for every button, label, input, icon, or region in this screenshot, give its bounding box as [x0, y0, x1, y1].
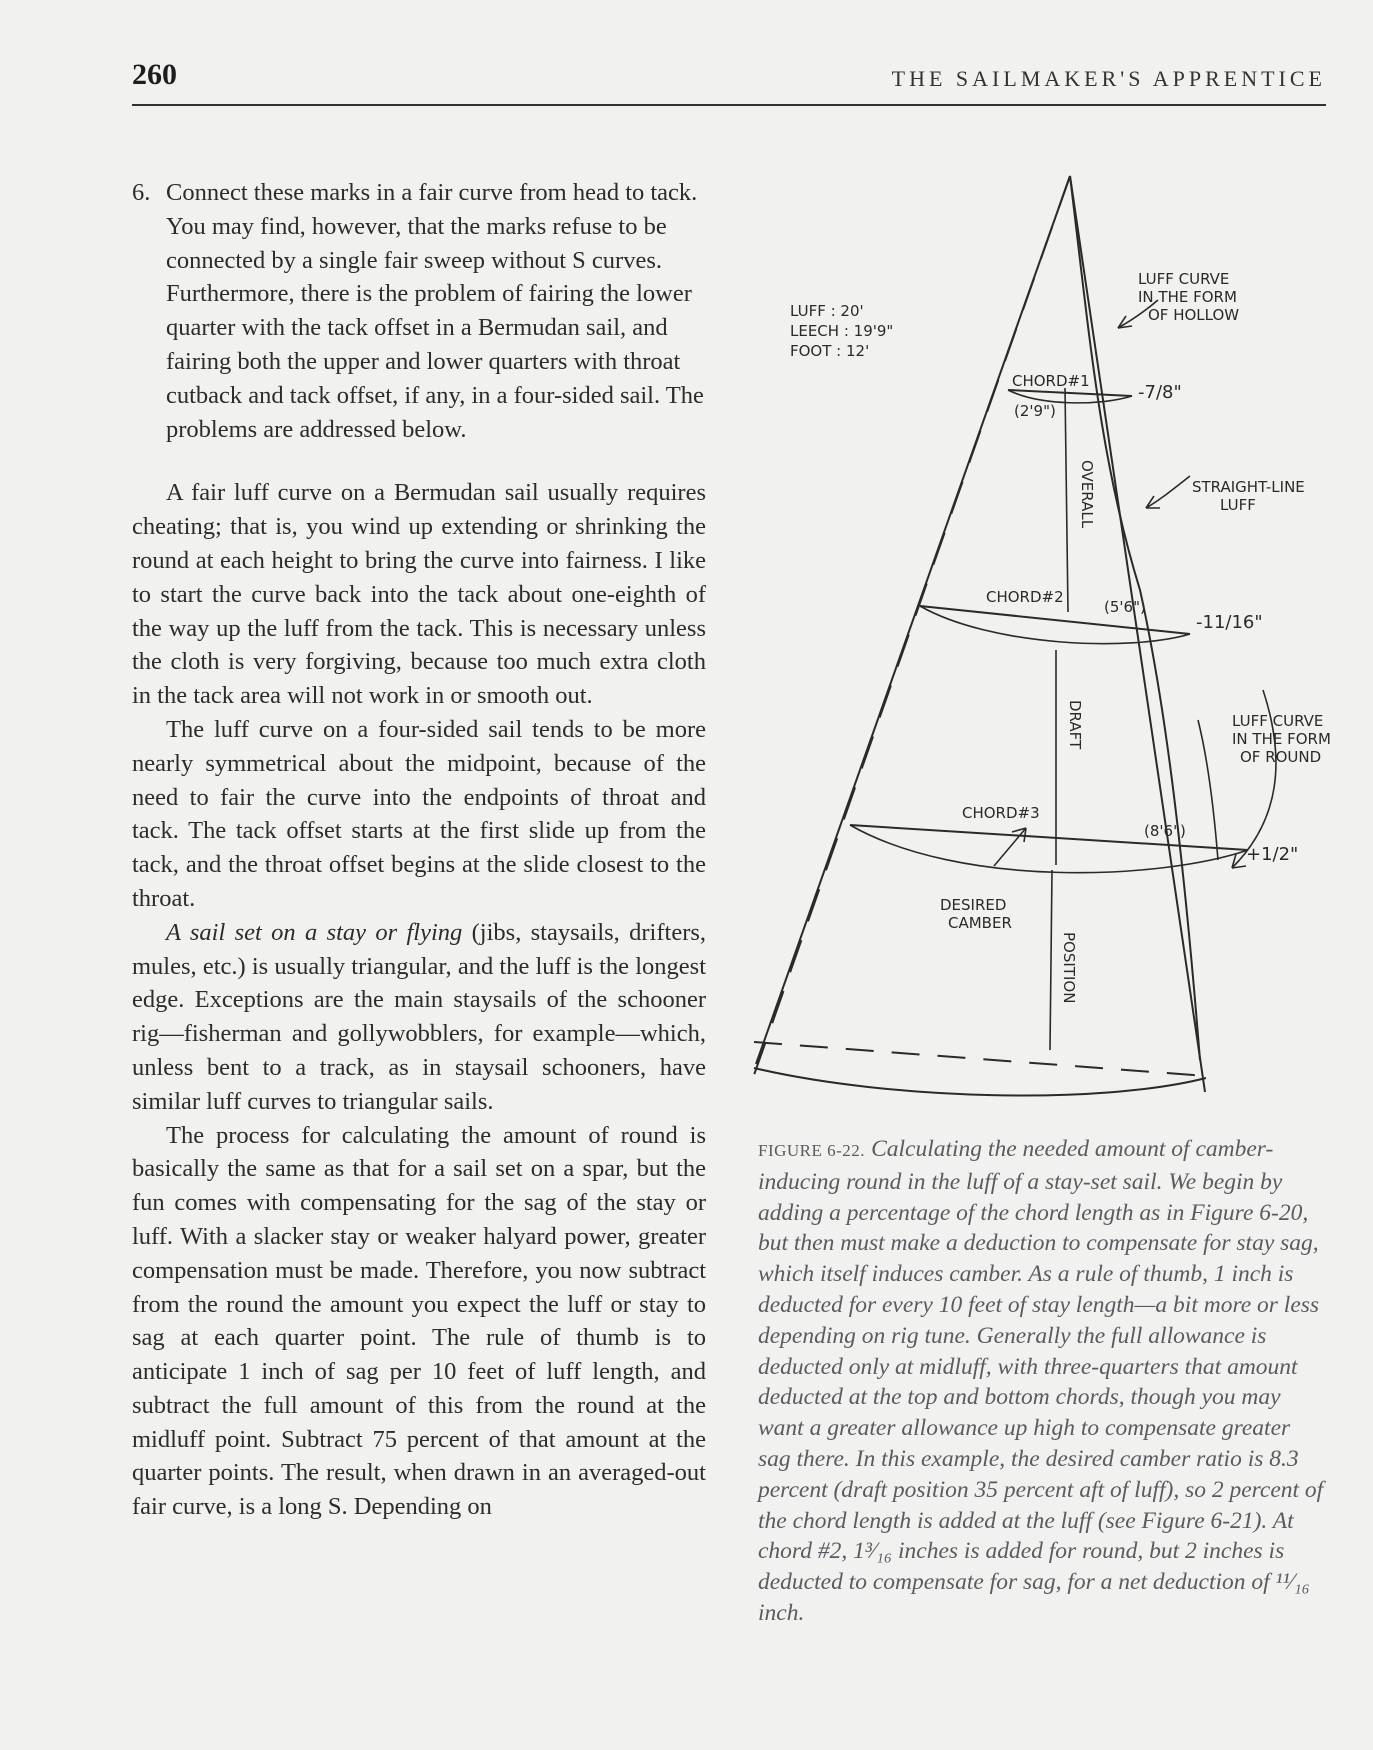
- label-straight-2: LUFF: [1220, 496, 1256, 514]
- step-number: 6.: [132, 179, 151, 206]
- chord-3-line: [850, 825, 1248, 850]
- paragraph-stay-sail-rest: (jibs, staysails, drifters, mules, etc.) is usually triangular, and the luff is the longest edge. Exceptions are the main staysails of the schooner rig—fisherman and gollywobblers, for example—which, unless bent to a track, as in staysail schooners, have similar luff curves to triangular sails.: [132, 918, 707, 1115]
- chord-2-label: CHORD#2: [986, 588, 1064, 606]
- label-hollow-2: IN THE FORM: [1138, 288, 1237, 306]
- draft-label: DRAFT: [1066, 700, 1084, 750]
- chord-3-length: (8'6"): [1144, 822, 1186, 840]
- dim-foot: FOOT : 12': [790, 342, 870, 360]
- page-header: [132, 58, 1326, 106]
- label-round-1: LUFF CURVE: [1232, 712, 1324, 730]
- italic-lead: A sail set on a stay or flying: [166, 918, 463, 946]
- step-6: [132, 176, 706, 446]
- chord-3-camber: [850, 825, 1248, 873]
- foot-curve-line: [754, 1068, 1206, 1095]
- foot-dashed-line: [754, 1042, 1206, 1076]
- dim-leech: LEECH : 19'9": [790, 322, 894, 340]
- chord-3-label: CHORD#3: [962, 804, 1040, 822]
- straight-arrow: [1146, 476, 1190, 508]
- label-hollow-3: OF HOLLOW: [1148, 306, 1240, 324]
- luff-round-line: [1198, 720, 1218, 860]
- position-line: [1050, 870, 1052, 1050]
- label-straight-1: STRAIGHT-LINE: [1192, 478, 1305, 496]
- label-round-3: OF ROUND: [1240, 748, 1322, 766]
- overall-label: OVERALL: [1078, 460, 1096, 529]
- paragraph-bermudan-luff: A fair luff curve on a Bermudan sail usually requires cheating; that is, you wind up extending or shrinking the round at each height to bring the curve into fairness. I like to start the curve back into the tack about one-eighth of the way up the luff from the tack. This is necessary unless the cloth is very forgiving, because too much extra cloth in the tack area will not work in or smooth out.: [132, 479, 706, 710]
- figure-caption: [758, 1134, 1328, 1629]
- desired-label-2: CAMBER: [948, 914, 1012, 932]
- hollow-arrow-head: [1118, 316, 1132, 328]
- caption-text: Calculating the needed amount of camber-inducing round in the luff of a stay-set sail. We begin by adding a percentage of the chord length as in Figure 6-20, but then must make a deduction to compensate for stay sag, which itself induces camber. As a rule of thumb, 1 inch is deducted for every 10 feet of stay length—a bit more or less depending on rig tune. Generally the full allowance is deducted only at midluff, with three-quarters that amount deducted at the top and bottom chords, though you may want a greater allowance up high to compensate greater sag there. In this example, the desired camber ratio is 8.3 percent (draft position 35 percent aft of luff), so 2 percent of the chord length is added at the luff (see Figure 6-21). At chord #2, 1³⁄₁₆ inches is added for round, but 2 inches is deducted to compensate for sag, for a net deduction of ¹¹⁄₁₆ inch.: [758, 1136, 1324, 1626]
- body-text-column: [132, 176, 706, 1524]
- step-text: Connect these marks in a fair curve from head to tack. You may find, however, that the marks refuse to be connected by a single fair sweep without S curves. Furthermore, there is the problem of fairing the lower quarter with the tack offset in a Bermudan sail, and fairing both the upper and lower quarters with throat cutback and tack offset, if any, in a four-sided sail. The problems are addressed below.: [166, 179, 704, 443]
- page-number: 260: [132, 58, 177, 91]
- figure-6-22-diagram: [740, 160, 1340, 1100]
- paragraph-four-sided-luff: The luff curve on a four-sided sail tends to be more nearly symmetrical about the midpoint, because of the need to fair the curve into the endpoints of throat and tack. The tack offset starts at the first slide up from the tack, and the throat offset begins at the slide closest to the throat.: [132, 715, 706, 912]
- chord-2-length: (5'6"): [1104, 598, 1146, 616]
- sail-diagram-svg: [740, 160, 1340, 1100]
- caption-label: FIGURE 6-22.: [758, 1141, 866, 1160]
- chord-1-adjust: -7/8": [1138, 382, 1182, 403]
- paragraph-round-process: The process for calculating the amount of round is basically the same as that for a sail set on a spar, but the fun comes with compensating for the sag of the stay or luff. With a slacker stay or weaker halyard power, greater compensation must be made. Therefore, you now subtract from the round the amount you expect the luff or stay to sag at each quarter point. The rule of thumb is to anticipate 1 inch of sag per 10 feet of luff length, and subtract the full amount of this from the round at the midluff point. Subtract 75 percent of that amount at the quarter points. The result, when drawn in an averaged-out fair curve, is a long S. Depending on: [132, 1121, 706, 1521]
- chord-1-camber: [1008, 390, 1132, 403]
- dim-luff: LUFF : 20': [790, 302, 864, 320]
- running-head: THE SAILMAKER'S APPRENTICE: [891, 66, 1326, 91]
- position-label: POSITION: [1060, 932, 1078, 1004]
- label-hollow-1: LUFF CURVE: [1138, 270, 1230, 288]
- straight-arrow-head: [1146, 496, 1160, 508]
- chord-2-adjust: -11/16": [1196, 612, 1263, 633]
- paragraph-stay-sail: [132, 916, 706, 1119]
- chord-2-line: [920, 606, 1190, 634]
- chord-1-length: (2'9"): [1014, 402, 1056, 420]
- figure-labels: [790, 270, 1331, 1003]
- overall-line: [1065, 388, 1068, 612]
- chord-3-adjust: +1/2": [1246, 844, 1299, 865]
- chord-1-label: CHORD#1: [1012, 372, 1090, 390]
- desired-label-1: DESIRED: [940, 896, 1007, 914]
- label-round-2: IN THE FORM: [1232, 730, 1331, 748]
- chord-1-line: [1008, 390, 1132, 396]
